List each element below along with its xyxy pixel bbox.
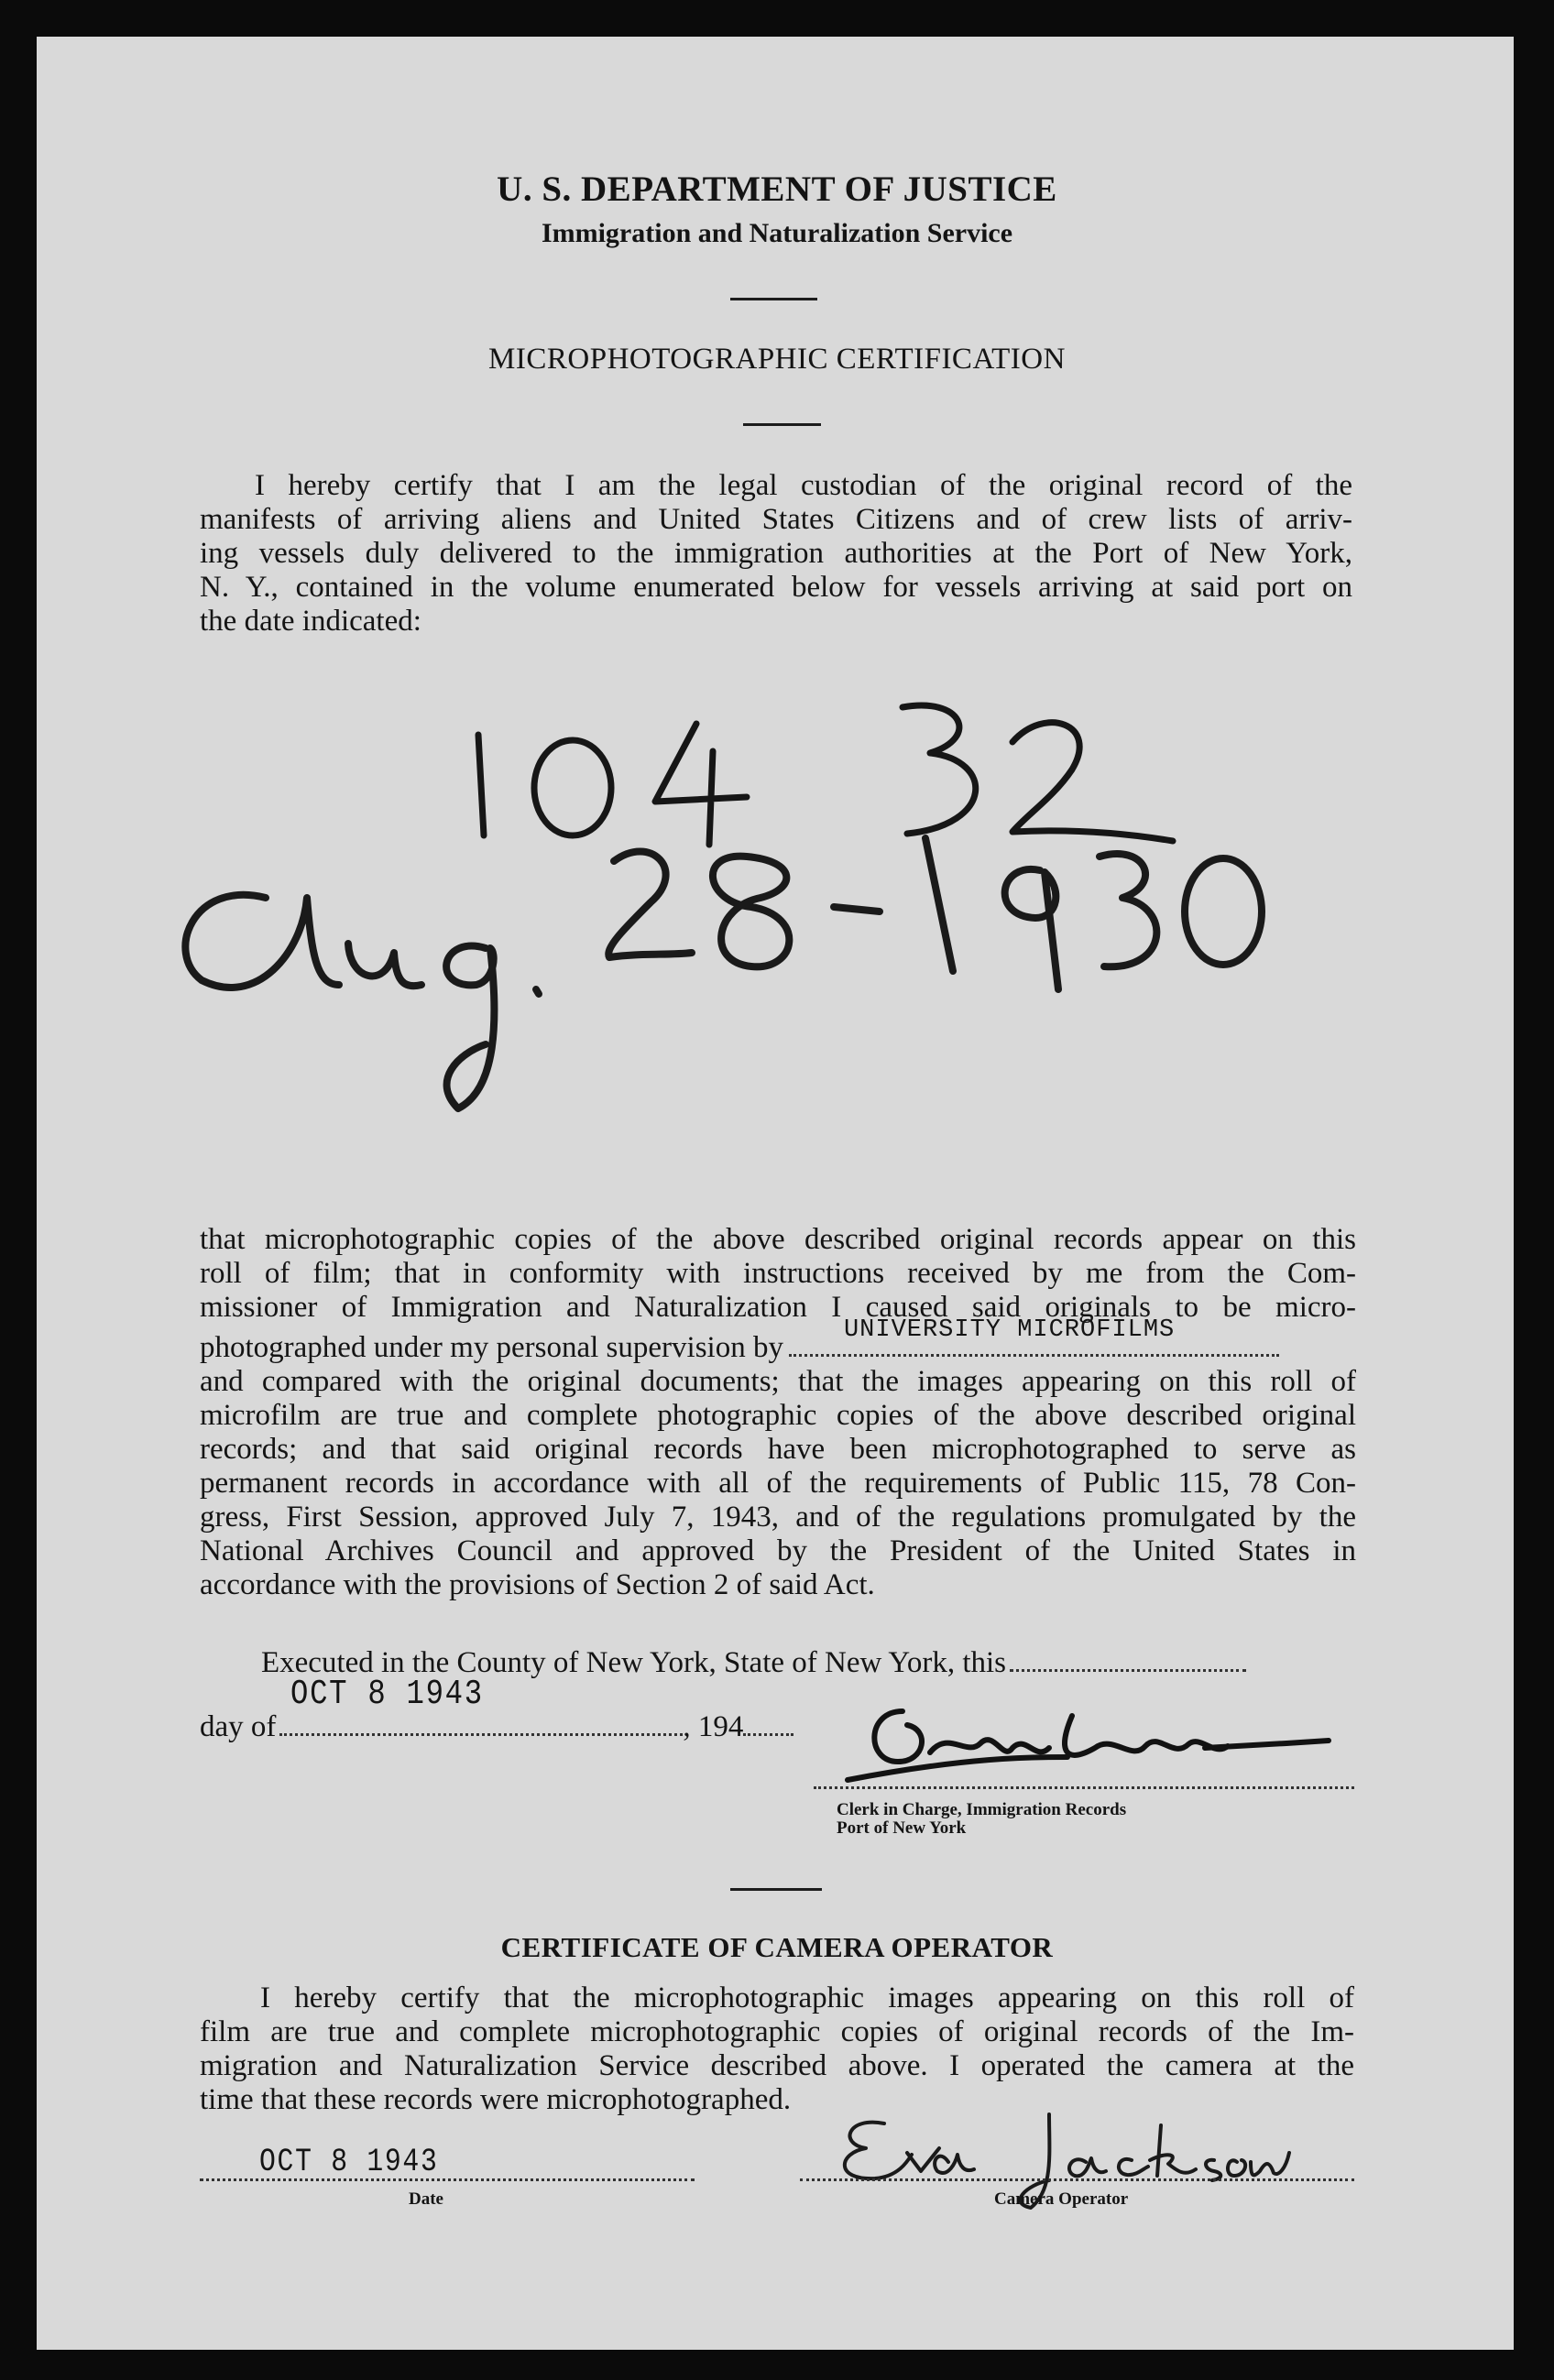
signature-line	[814, 1786, 1354, 1789]
day-of-label: day of	[200, 1710, 277, 1743]
agency-heading: U. S. DEPARTMENT OF JUSTICE	[497, 169, 1057, 209]
clerk-title-line: Port of New York	[837, 1818, 967, 1838]
paragraph-line: ing vessels duly delivered to the immigration authorities at the Port of New York,	[200, 537, 1352, 570]
paragraph-line: film are true and complete microphotographic copies of original records of the Im-	[200, 2015, 1354, 2048]
volume-number-strokes	[478, 705, 1173, 845]
year-label: , 194	[683, 1710, 744, 1743]
date-label: Date	[409, 2189, 443, 2209]
camera-certificate-paragraph	[200, 1982, 1354, 2117]
clerk-title	[837, 1801, 1126, 1838]
paragraph-line: National Archives Council and approved by the President of the United States in	[200, 1534, 1356, 1567]
paragraph-line: the date indicated:	[200, 605, 421, 638]
divider	[730, 298, 817, 300]
certificate-date: OCT 8 1943	[259, 2144, 439, 2180]
day-of-line	[200, 1675, 793, 1744]
divider	[743, 423, 821, 426]
paragraph-line: N. Y., contained in the volume enumerated below for vessels arriving at said port on	[200, 571, 1352, 604]
certification-paragraph	[200, 1223, 1356, 1602]
paragraph-line: manifests of arriving aliens and United States Citizens and of crew lists of arriv-	[200, 503, 1352, 536]
paragraph-line: accordance with the provisions of Section 2 of said Act.	[200, 1568, 875, 1601]
paragraph-line: and compared with the original documents; that the images appearing on this roll of	[200, 1365, 1356, 1398]
execution-day-blank	[1010, 1647, 1246, 1672]
stamped-date: OCT 8 1943	[290, 1675, 485, 1714]
supervision-label: photographed under my personal supervision by	[200, 1331, 783, 1364]
clerk-signature	[829, 1693, 1333, 1794]
paragraph-line: migration and Naturalization Service described above. I operated the camera at the	[200, 2049, 1354, 2082]
paragraph-line: time that these records were microphotographed.	[200, 2083, 792, 2116]
service-subheading: Immigration and Naturalization Service	[541, 218, 1013, 248]
handwritten-entry	[156, 678, 1310, 1154]
paragraph-line: that microphotographic copies of the above described original records appear on this	[200, 1223, 1356, 1256]
execution-label: Executed in the County of New York, State of New York, this	[261, 1646, 1007, 1679]
paragraph-line: I hereby certify that I am the legal custodian of the original record of the	[255, 469, 1352, 502]
paragraph-line: microfilm are true and complete photographic copies of the above described original	[200, 1399, 1356, 1432]
arrival-date-strokes	[185, 838, 1262, 1108]
paragraph-line: records; and that said original records have been microphotographed to serve as	[200, 1433, 1356, 1466]
custodian-paragraph	[200, 469, 1352, 639]
paragraph-line: permanent records in accordance with all of the requirements of Public 115, 78 Con-	[200, 1467, 1356, 1500]
clerk-title-line: Clerk in Charge, Immigration Records	[837, 1800, 1127, 1819]
year-blank	[743, 1711, 793, 1736]
divider	[730, 1888, 822, 1891]
day-of-blank	[279, 1675, 683, 1736]
photographer-line	[789, 1316, 1279, 1357]
paragraph-line: roll of film; that in conformity with instructions received by me from the Com-	[200, 1257, 1356, 1290]
camera-certificate-heading: CERTIFICATE OF CAMERA OPERATOR	[500, 1931, 1054, 1963]
photographer-stamp: UNIVERSITY MICROFILMS	[843, 1316, 1176, 1344]
paragraph-line: gress, First Session, approved July 7, 1943, and of the regulations promulgated by the	[200, 1501, 1356, 1534]
operator-label: Camera Operator	[994, 2189, 1129, 2209]
paragraph-line: missioner of Immigration and Naturalization I caused said originals to be micro-	[200, 1291, 1356, 1324]
page-title: MICROPHOTOGRAPHIC CERTIFICATION	[488, 343, 1066, 376]
operator-line	[800, 2178, 1354, 2181]
paragraph-line: I hereby certify that the microphotographic images appearing on this roll of	[260, 1982, 1354, 2014]
paragraph-line	[200, 1316, 1356, 1365]
